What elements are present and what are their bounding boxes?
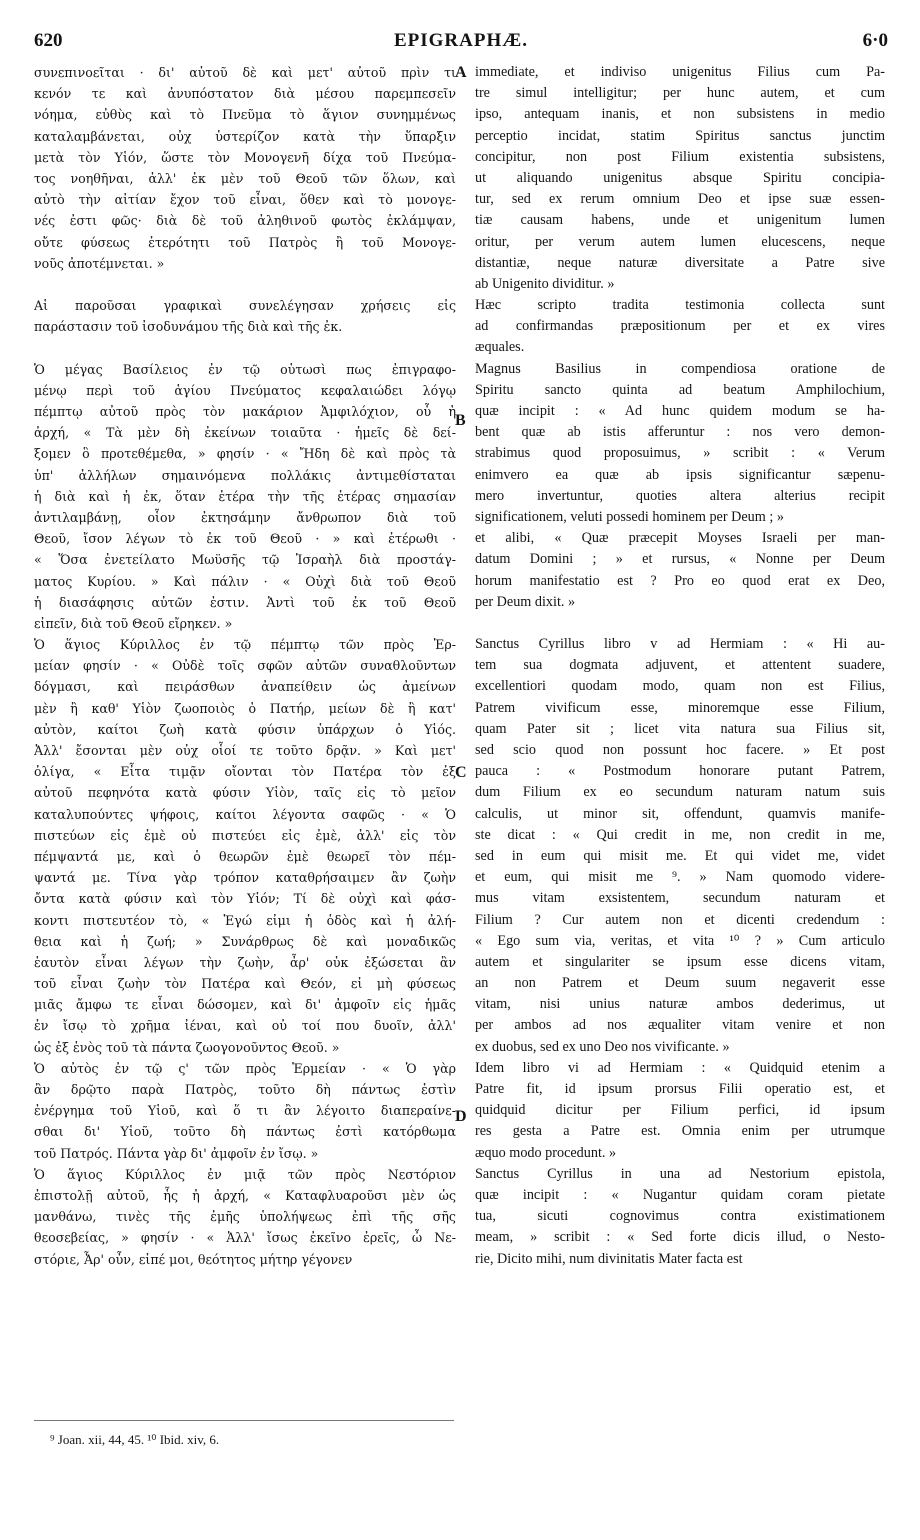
latin-text-line: tem sua dogmata adjuvent, et attentent suadere,: [475, 657, 885, 674]
greek-text-line: Ὁ μέγας Βασίλειος ἐν τῷ οὑτωσὶ πως ἐπιγραφο-: [34, 361, 456, 377]
latin-text-line: tua, sicuti cognovimus contra existimationem: [475, 1208, 885, 1225]
greek-text-line: Ὁ αὐτὸς ἐν τῷ ς' τῶν πρὸς Ἑρμείαν · « Ὁ γὰρ: [34, 1060, 456, 1076]
latin-text-line: oritur, per verum autem lumen elucescens, neque: [475, 233, 885, 250]
greek-text-line: θεια καὶ ἡ ζωή; » Συνάρθρως δὲ καὶ μοναδικῶς: [34, 933, 456, 949]
greek-text-line: δόγμασι, καὶ πειράσθων ἀναπείθειν ὡς ἀμείνων: [34, 679, 456, 695]
greek-text-line: νές ἐστι φῶς· διὰ δὲ τοῦ ἀληθινοῦ φωτὸς ἐκλάμψαν,: [34, 213, 456, 229]
greek-text-line: αὐτοῦ πεφηνότα κατὰ φύσιν Υἱὸν, ταῖς εἰς τὸ μεῖον: [34, 785, 456, 801]
greek-text-line: νόημα, εὐθὺς καὶ τὸ Πνεῦμα τὸ ἅγιον συνημμένως: [34, 107, 456, 123]
latin-text-line: Spiritu sancto quinta ad beatum Amphilochium,: [475, 381, 885, 398]
greek-text-line: ἐν ἴσῳ τὸ χρῆμα ἰέναι, καὶ οὐ τοί που δυοῖν, ἀλλ': [34, 1018, 456, 1034]
latin-text-line: dum Filium ex eo secundum naturam natum suis: [475, 784, 885, 801]
latin-text-line: per ambos ad nos æqualiter vitam venire et non: [475, 1017, 885, 1034]
greek-text-line: καταλαμβάνεται, οὐχ ὑστερίζον κατὰ τὴν ὕπαρξιν: [34, 128, 456, 144]
greek-text-line: Ἀλλ' ἔσονται μὲν οὐχ οἷοί τε τοῦτο δρᾷν. » Καὶ μετ': [34, 743, 456, 758]
latin-text-line: autem et singulariter se ipsum esse dicens vitam,: [475, 953, 885, 970]
greek-gap: [34, 337, 456, 358]
greek-text-line: ὀλίγα, « Εἶτα τιμᾷν οἴονται τὸν Πατέρα τὸν ἐξ: [34, 764, 456, 780]
greek-text-line: Ὁ ἅγιος Κύριλλος ἐν τῷ πέμπτῳ τῶν πρὸς Ἑρ-: [34, 637, 456, 653]
greek-text-line: ἀντιλαμβάνῃ, οἷον ἐκτησάμην ἄνθρωπον διὰ τοῦ: [34, 509, 456, 525]
greek-text-line: Ὁ ἅγιος Κύριλλος ἐν μιᾷ τῶν πρὸς Νεστόριον: [34, 1166, 456, 1182]
page-header: [34, 30, 888, 54]
latin-gap: [475, 613, 885, 634]
latin-text-line: quam Pater sit ; licet vita natura sua Filius sit,: [475, 720, 885, 737]
greek-text-line: παράστασιν τοῦ ἰσοδυνάμου τῆς διὰ καὶ τῆς ἐκ.: [34, 319, 343, 335]
greek-text-line: οὔτε φύσεως ἑτερότητι τοῦ Πατρὸς ἢ τοῦ Μονογε-: [34, 234, 456, 250]
margin-letter-b: B: [455, 412, 466, 429]
greek-text-line: μὲν ἢ καθ' Υἱὸν ζωοποιὸς ὁ Πατήρ, μείων δὲ ἢ κατ': [34, 700, 456, 716]
greek-text-line: ἡ διασάφησις αὐτῶν ἐστιν. Ἀντὶ τοῦ ἐκ τοῦ Θεοῦ: [34, 594, 456, 610]
greek-text-line: ὑπ' ἀλλήλων σημαινόμενα πολλάκις ἀντιμεθίσταται: [34, 467, 456, 483]
greek-column: [34, 62, 456, 1270]
latin-text-line: ste dicat : « Qui credit in me, non credit in me,: [475, 826, 885, 843]
latin-text-line: datum Domini ; » et rursus, « Nonne per Deum: [475, 551, 885, 568]
latin-text-line: an non Patrem et Deum suum negaverit esse: [475, 975, 885, 992]
latin-text-line: sed scio quod non possunt hoc facere. » Et post: [475, 742, 885, 758]
latin-text-line: vitam, nisi unius naturæ ambos dederimus, ut: [475, 996, 885, 1013]
greek-text-line: σθαι δι' Υἱοῦ, τοῦτο δὴ πάντως ἐστὶ κατόρθωμα: [34, 1124, 456, 1140]
greek-text-line: ἐπιστολῇ αὐτοῦ, ἧς ἡ ἀρχή, « Καταφλυαροῦσι μὲν ὡς: [34, 1187, 456, 1203]
greek-text-line: μανθάνω, τινὲς τῆς ἐμῆς ὑπολήψεως ἐπὶ τῆς σῆς: [34, 1209, 456, 1225]
greek-text-line: νοῦς ἀποτέμνεται. »: [34, 255, 165, 271]
latin-column: [475, 62, 885, 1270]
latin-text-line: rie, Dicito mihi, num divinitatis Mater facta est: [475, 1250, 743, 1267]
greek-text-line: αὐτὸ τὴν αἰτίαν ἔχον τοῦ εἶναι, ὅθεν καὶ τὸ μονογε-: [34, 192, 456, 208]
greek-text-line: ἀρχή, « Τὰ μὲν δὴ ἐκείνων τοιαῦτα · ἡμεῖς δὲ δεί-: [34, 425, 456, 441]
latin-text-line: quidquid dicitur per Filium perfici, id ipsum: [475, 1102, 885, 1119]
greek-gap: [34, 274, 456, 295]
margin-letter-c: C: [455, 764, 467, 781]
latin-text-line: immediate, et indiviso unigenitus Filius cum Pa-: [475, 64, 885, 80]
latin-text-line: ipso, antequam inanis, et non subsistens in medio: [475, 106, 885, 123]
greek-text-line: τοῦ εἶναι ζωὴν τὸν Πατέρα καὶ Θεόν, εἰ μὴ φύσεως: [34, 976, 456, 992]
latin-text-line: Magnus Basilius in compendiosa oratione de: [475, 360, 885, 377]
greek-text-line: μείαν φησίν · « Οὐδὲ τοῖς σφῶν αὐτῶν συναθλοῦντων: [34, 658, 456, 674]
latin-text-line: tur, sed ex rerum omnium Deo et ipse suæ essen-: [475, 191, 885, 208]
latin-text-line: Idem libro vi ad Hermiam : « Quidquid etenim a: [475, 1059, 885, 1076]
greek-text-line: πιστεύων εἰς ἐμὲ οὐ πιστεύει εἰς ἐμὲ, ἀλλ' εἰς τὸν: [34, 827, 456, 843]
page-number-left: 620: [34, 30, 63, 51]
latin-text-line: Sanctus Cyrillus libro v ad Hermiam : « Hi au-: [475, 636, 885, 653]
footnote: ⁹ Joan. xii, 44, 45. ¹⁰ Ibid. xiv, 6.: [50, 1432, 220, 1447]
latin-text-line: Patrem vivificum esse, minoremque esse Filium,: [475, 699, 885, 716]
greek-text-line: κοντι πιστευτέον τὸ, « Ἐγώ εἰμι ἡ ὁδὸς καὶ ἡ ἀλή-: [34, 912, 456, 928]
greek-text-line: ματος Κυρίου. » Καὶ πάλιν · « Οὐχὶ διὰ τοῦ Θεοῦ: [34, 573, 456, 589]
latin-text-line: Patre fit, id ipsum prorsus Filii operatio est, et: [475, 1081, 885, 1097]
latin-text-line: ab Unigenito dividitur. »: [475, 275, 615, 292]
greek-text-line: μετὰ τὸν Υἱόν, ὥστε τὸν Μονογενῆ δίχα τοῦ Πνεύμα-: [34, 149, 456, 165]
greek-text-line: Θεοῦ, ἴσον λέγων τὸ ἐκ τοῦ Θεοῦ · » καὶ ἑτέρωθι ·: [34, 531, 456, 547]
greek-text-line: « Ὅσα ἐνετείλατο Μωϋσῆς τῷ Ἰσραὴλ διὰ προστάγ-: [34, 552, 456, 568]
greek-text-line: πέμψαντά με, καὶ ὁ θεωρῶν ἐμὲ θεωρεῖ τὸν πέμ-: [34, 848, 456, 864]
greek-text-line: ξομεν ὃ προτεθέμεθα, » φησίν · « Ἤδη δὲ καὶ πρὸς τὰ: [34, 446, 456, 462]
running-title: EPIGRAPHÆ.: [393, 30, 529, 51]
greek-text-line: ὡς ἐξ ἑνὸς τοῦ τὰ πάντα ζωογονοῦντος Θεοῦ. »: [34, 1039, 340, 1055]
latin-text-line: perceptio incidat, statim Spiritus sanctus junctim: [475, 127, 885, 144]
greek-text-line: ὄντα κατὰ φύσιν καὶ τὸν Υἱόν; Τί δὲ οὐχὶ καὶ φάσ-: [34, 891, 456, 907]
latin-text-line: ut aliquando unigenitus absque Spiritu concipia-: [475, 169, 885, 186]
latin-text-line: Filium ? Cur autem non et dicenti credendum :: [475, 911, 885, 928]
latin-text-line: meam, » scribit : « Sed forte dicis illud, o Nesto-: [475, 1229, 885, 1246]
latin-text-line: mero invertuntur, quoties altera alterius recipit: [475, 487, 885, 504]
footnote-rule: [34, 1420, 454, 1421]
greek-text-line: τοῦ Πατρός. Πάντα γὰρ δι' ἀμφοῖν ἐν ἴσῳ. »: [34, 1145, 319, 1161]
latin-text-line: quæ incipit : « Ad hunc quidem modum se ha-: [475, 403, 885, 419]
latin-text-line: et eum, qui misit me ⁹. » Nam quomodo videre-: [475, 869, 885, 886]
latin-text-line: mus vitam exsistentem, secundum naturam et: [475, 890, 885, 907]
latin-text-line: æquo modo procedunt. »: [475, 1144, 617, 1161]
latin-text-line: res gesta a Patre est. Omnia enim per utrumque: [475, 1123, 885, 1140]
latin-text-line: pauca : « Postmodum honorare putant Patrem,: [475, 763, 885, 780]
margin-letter-d: D: [455, 1108, 467, 1125]
greek-text-line: μιᾶς ἄμφω τε εἶναι δώσομεν, καὶ δι' ἀμφοῖν εἰς ἡμᾶς: [34, 997, 456, 1013]
latin-text-line: ad confirmandas præpositionum per et ex vires: [475, 318, 885, 335]
greek-text-line: μένῳ περὶ τοῦ ἁγίου Πνεύματος κεφαλαιώδει λόγῳ: [34, 382, 456, 398]
greek-text-line: εἰπεῖν, διὰ τοῦ Θεοῦ εἴρηκεν. »: [34, 615, 233, 631]
page-number-right: 6·0: [862, 30, 888, 51]
latin-text-line: horum manifestatio est ? Pro eo quod erat ex Deo,: [475, 572, 885, 589]
greek-text-line: θεοσεβείας, » φησίν · « Ἀλλ' ἴσως ἐκεῖνο ἐρεῖς, ὦ Νε-: [34, 1230, 456, 1246]
greek-text-line: συνεπινοεῖται · δι' αὐτοῦ δὲ καὶ μετ' αὐτοῦ πρὶν τι: [34, 65, 456, 80]
latin-text-line: Hæc scripto tradita testimonia collecta sunt: [475, 297, 885, 314]
margin-letter-a: A: [455, 64, 467, 81]
latin-text-line: strabimus quod proposuimus, » scribit : « Verum: [475, 445, 885, 462]
greek-text-line: ψαντά με. Τίνα γὰρ τρόπον καταθρήσαιμεν ἂν ζωὴν: [34, 870, 456, 886]
latin-text-line: sed in eum qui misit me. Et qui videt me, videt: [475, 847, 885, 864]
greek-text-line: Αἱ παροῦσαι γραφικαὶ συνελέγησαν χρήσεις εἰς: [34, 298, 456, 314]
greek-text-line: πέμπτῳ αὐτοῦ πρὸς τὸν μακάριον Ἀμφιλόχιον, οὗ ἡ: [34, 404, 456, 419]
greek-text-line: ἑαυτὸν εἶναι λέγων τὴν ζωὴν, ἆρ' οὐκ ἐξώσεται ἂν: [34, 954, 456, 970]
latin-text-line: per Deum dixit. »: [475, 593, 576, 610]
latin-text-line: quæ incipit : « Nugantur quidam coram pietate: [475, 1186, 885, 1203]
latin-text-line: significationem, veluti possedi hominem per Deum ; »: [475, 508, 784, 525]
latin-text-line: enimvero ea quæ ab ipsis significantur sæpenu-: [475, 466, 885, 483]
greek-text-line: ἡ διὰ καὶ ἡ ἐκ, ὅταν ἑτέρα τὴν τῆς ἑτέρας σημασίαν: [34, 488, 456, 504]
greek-text-line: καταλυπούντες ψήφοις, καίτοι λέγοντα σαφῶς · « Ὁ: [34, 806, 456, 822]
latin-text-line: « Ego sum via, veritas, et vita ¹⁰ ? » Cum articulo: [475, 932, 885, 949]
latin-text-line: distantiæ, neque naturæ diversitate a Patre sive: [475, 254, 885, 271]
latin-text-line: tre simul intelligitur; per hunc autem, et cum: [475, 85, 885, 102]
greek-text-line: τος νοηθῆναι, ἀλλ' ἐκ μὲν τοῦ Θεοῦ τῶν ὅλων, καὶ: [34, 170, 456, 186]
greek-text-line: κενόν τε καὶ ἀνυπόστατον διὰ μέσου παρεμπεσεῖν: [34, 86, 456, 102]
latin-text-line: et alibi, « Quæ præcepit Moyses Israeli per man-: [475, 530, 885, 547]
latin-text-line: excellentiori quodam modo, quam non est Filius,: [475, 678, 885, 695]
greek-text-line: ἂν δρῷτο παρὰ Πατρὸς, τοῦτο δὴ πάντως ἐστὶν: [34, 1082, 456, 1097]
greek-text-line: αὐτὸν, καίτοι ζωὴ κατὰ φύσιν ὑπάρχων ὁ Υἱός.: [34, 721, 456, 737]
latin-text-line: ex duobus, sed ex uno Deo nos vivificante. »: [475, 1038, 730, 1055]
greek-text-line: ἐνέργημα τοῦ Υἱοῦ, καὶ ὅ τι ἂν λέγοιτο διαπεραίνε-: [34, 1103, 456, 1119]
latin-text-line: tiæ causam habens, unde et unigenitum lumen: [475, 212, 885, 229]
latin-text-line: æquales.: [475, 339, 525, 356]
latin-text-line: concipitur, non post Filium existentia subsistens,: [475, 148, 885, 165]
latin-text-line: bent quæ ab istis afferuntur : nos vero demon-: [475, 424, 885, 441]
latin-text-line: calculis, ut minor sit, offendunt, quamvis manife-: [475, 805, 885, 822]
greek-text-line: στόριε, Ἆρ' οὖν, εἰπέ μοι, θεότητος μήτηρ γέγονεν: [34, 1251, 353, 1267]
latin-text-line: Sanctus Cyrillus in una ad Nestorium epistola,: [475, 1165, 885, 1182]
